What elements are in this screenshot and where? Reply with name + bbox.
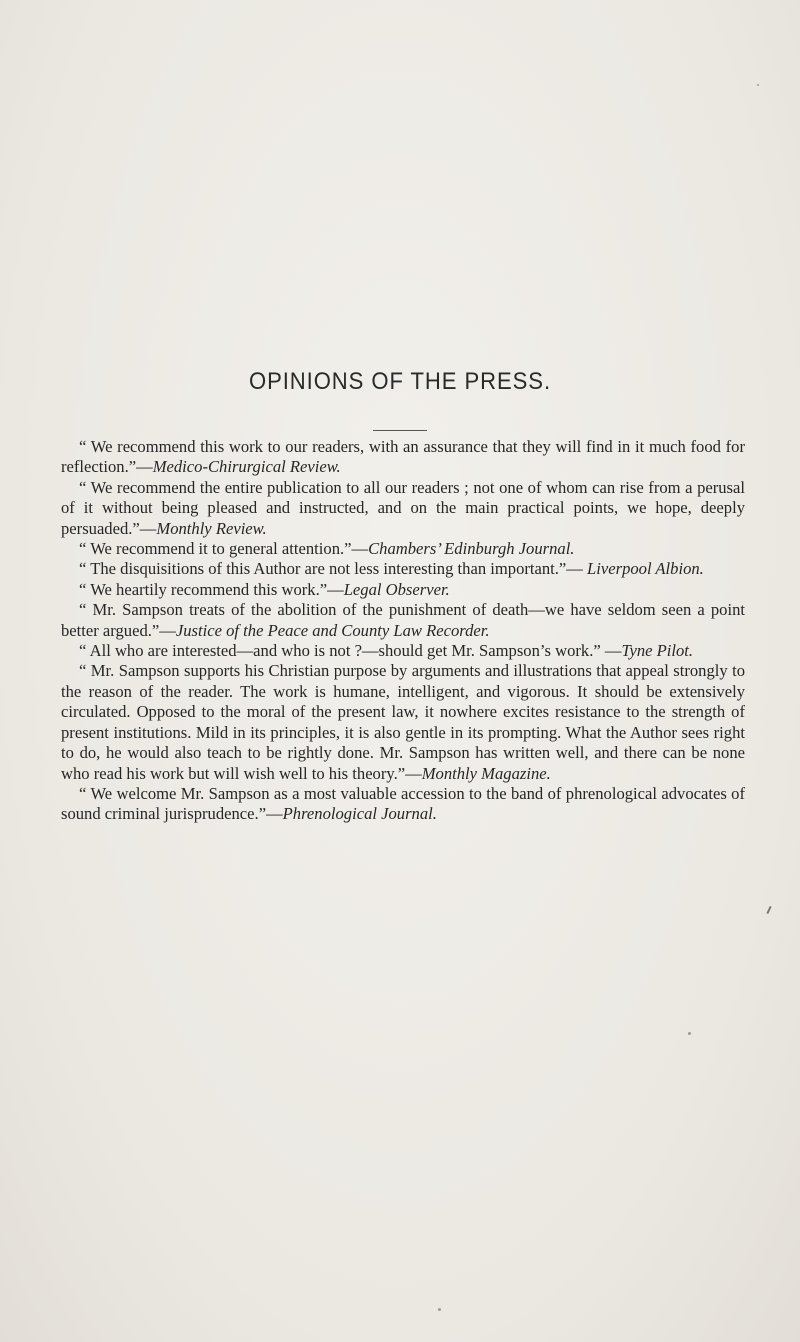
reviews-list <box>61 437 745 825</box>
review-quote: “ All who are interested—and who is not ?—should get Mr. Sampson’s work.” — <box>79 641 622 661</box>
review-source: Liverpool Albion. <box>587 559 704 579</box>
paper-speck <box>757 84 759 86</box>
review-source: Monthly Magazine. <box>421 763 551 783</box>
paper-speck <box>688 1032 691 1035</box>
review-entry <box>61 478 745 539</box>
margin-mark <box>766 906 771 914</box>
review-quote: “ Mr. Sampson treats of the abolition of the punishment of death—we have seldom seen a point better argued.”— <box>61 600 745 640</box>
review-source: Medico-Chirurgical Review. <box>152 457 341 477</box>
review-entry <box>61 580 745 600</box>
review-quote: “ We welcome Mr. Sampson as a most valuable accession to the band of phrenological advocates of sound criminal jurisprudence.”— <box>61 783 745 824</box>
review-source: Legal Observer. <box>343 579 450 599</box>
review-quote: “ We recommend it to general attention.”— <box>79 539 369 559</box>
review-source: Tyne Pilot. <box>621 641 694 661</box>
review-entry <box>61 559 745 579</box>
review-entry <box>61 661 745 783</box>
review-quote: “ Mr. Sampson supports his Christian purpose by arguments and illustrations that appeal strongly to the reason of the reader. The work is humane, intelligent, and vigorous. It should be extensively circulated. Opposed to the moral of the present law, it nowhere excites resistance to the strength of present institutions. Mild in its principles, it is also gentle in its prompting. What the Author sees right to do, he would also teach to be rightly done. Mr. Sampson has written well, and there can be none who read his work but will wish well to his theory.”— <box>61 661 745 783</box>
review-entry <box>61 437 745 478</box>
review-source: Justice of the Peace and County Law Recorder. <box>175 620 490 640</box>
page-heading: OPINIONS OF THE PRESS. <box>248 368 552 395</box>
review-entry <box>61 641 745 661</box>
review-quote: “ We recommend the entire publication to all our readers ; not one of whom can rise from a perusal of it without being pleased and instructed, and on the main practical points, we hope, deeply persuaded.”— <box>61 477 745 538</box>
review-entry <box>61 539 745 559</box>
paper-speck <box>438 1308 441 1311</box>
review-source: Chambers’ Edinburgh Journal. <box>368 539 575 559</box>
heading-rule <box>373 430 427 431</box>
review-quote: “ The disquisitions of this Author are not less interesting than important.”— <box>79 559 588 579</box>
review-entry <box>61 600 745 641</box>
review-entry <box>61 784 745 825</box>
review-quote: “ We heartily recommend this work.”— <box>79 579 344 599</box>
review-source: Monthly Review. <box>156 518 267 538</box>
review-source: Phrenological Journal. <box>282 804 437 824</box>
review-quote: “ We recommend this work to our readers, with an assurance that they will find in it much food for reflection.”— <box>61 437 745 477</box>
